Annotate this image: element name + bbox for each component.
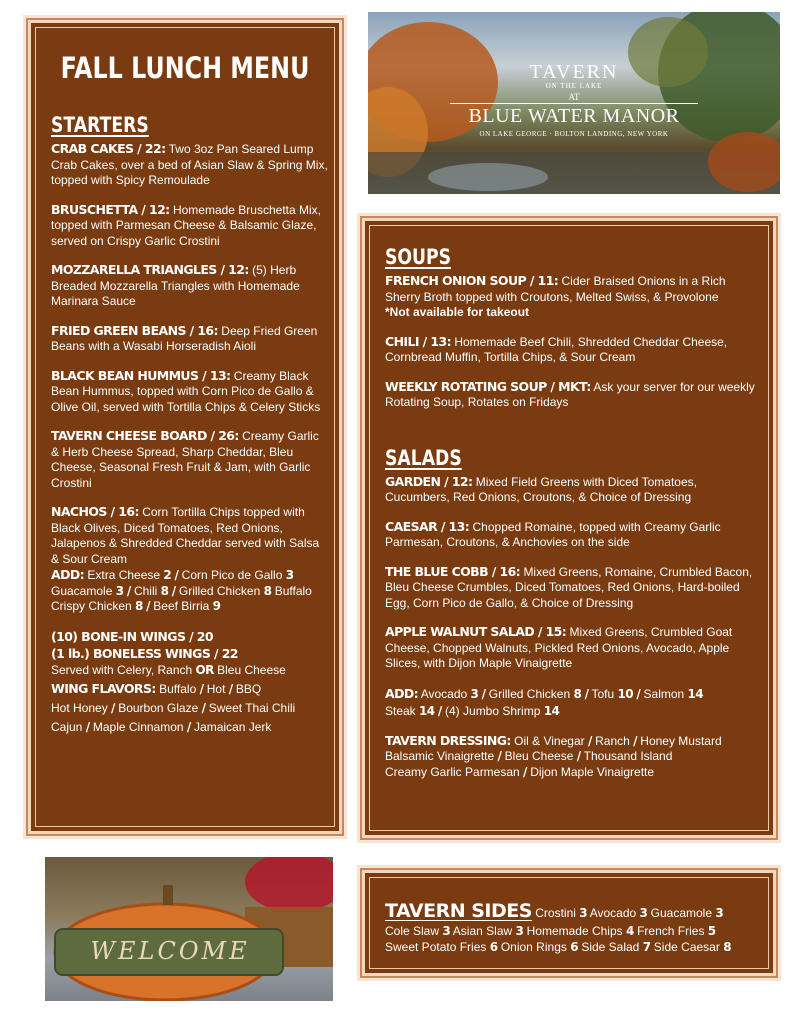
addon: Buffalo Crispy Chicken 8 / <box>51 583 312 613</box>
starter-item <box>51 262 329 310</box>
wings-item <box>51 628 329 737</box>
addon: Guacamole 3 / <box>51 583 131 598</box>
starter-desc: Deep Fried Green Beans with a Wasabi Horseradish Aioli <box>51 323 318 353</box>
starter-item <box>51 141 329 189</box>
hero-logo <box>450 62 698 140</box>
wing-flavors: WING FLAVORS: Buffalo / Hot / BBQ Hot Honey / Bourbon Glaze / Sweet Thai Chili Cajun / Maple Cinnamon / Jamaican Jerk <box>51 680 296 734</box>
starter-desc: Creamy Black Bean Hummus, topped with Corn Pico de Gallo & Olive Oil, served with Tortilla Chips & Celery Sticks <box>51 368 321 414</box>
soup-item <box>385 273 761 321</box>
starter-desc: (5) Herb Breaded Mozzarella Triangles with Homemade Marinara Sauce <box>51 263 300 308</box>
soup-item <box>385 334 761 366</box>
tavern-dressing: TAVERN DRESSING: Oil & Vinegar / Ranch / Honey Mustard Balsamic Vinaigrette / Bleu Cheese / Thousand Island Creamy Garlic Parmesan / Dijon Maple Vinaigrette <box>385 732 722 779</box>
salad-desc: Mixed Greens, Crumbled Goat Cheese, Chopped Walnuts, Pickled Red Onions, Avocado, Apple Slices, with Dijon Maple Vinaigrette <box>385 625 733 670</box>
soups-heading: SOUPS <box>385 245 452 269</box>
starter-desc: Corn Tortilla Chips topped with Black Olives, Diced Tomatoes, Red Onions, Jalapenos & Shredded Cheddar served with Salsa & Sour Cream <box>51 505 320 566</box>
welcome-image <box>45 857 333 1001</box>
hero-title: TAVERN <box>529 61 619 83</box>
sides-panel <box>362 870 776 976</box>
salad-desc: Chopped Romaine, topped with Creamy Garlic Parmesan, Croutons, & Anchovies on the side <box>385 519 721 549</box>
hero-location: ON LAKE GEORGE · BOLTON LANDING, NEW YORK <box>479 130 669 138</box>
soup-desc: Cider Braised Onions in a Rich Sherry Broth topped with Croutons, Melted Swiss, & Provolone <box>385 274 726 304</box>
salad-name: GARDEN / 12: <box>385 473 473 489</box>
soups-salads-panel <box>362 218 776 838</box>
starter-item <box>51 368 329 416</box>
side-item: Guacamole 3 <box>650 906 724 920</box>
starters-section <box>51 113 329 750</box>
menu-title <box>31 51 339 85</box>
side-item: Side Salad 7 <box>581 940 651 954</box>
soup-desc: Homemade Beef Chili, Shredded Cheddar Cheese, Cornbread Muffin, Tortilla Chips, & Sour Cream <box>385 334 728 364</box>
starter-desc: Homemade Bruschetta Mix, topped with Parmesan Cheese & Balsamic Glaze, served on Crispy Garlic Crostini <box>51 202 321 248</box>
soup-item <box>385 379 761 411</box>
wings-served: Served with Celery, Ranch OR Bleu Cheese <box>51 662 286 677</box>
starter-name: CRAB CAKES / 22: <box>51 141 166 156</box>
salads-heading: SALADS <box>385 445 462 470</box>
salad-name: APPLE WALNUT SALAD / 15: <box>385 624 567 639</box>
addon: Corn Pico de Gallo 3 <box>181 568 294 582</box>
salad-item <box>385 564 761 612</box>
starter-name: BRUSCHETTA / 12: <box>51 201 170 217</box>
addon: Grilled Chicken 8 <box>178 583 272 598</box>
soup-name: WEEKLY ROTATING SOUP / MKT: <box>385 378 591 394</box>
starter-desc: Two 3oz Pan Seared Lump Crab Cakes, over a bed of Asian Slaw & Spring Mix, topped with Spicy Remoulade <box>51 142 328 187</box>
soups-section <box>385 245 761 793</box>
starters-panel <box>28 20 342 834</box>
starter-name: NACHOS / 16: <box>51 504 139 519</box>
salad-item <box>385 474 761 506</box>
starter-name: BLACK BEAN HUMMUS / 13: <box>51 367 231 383</box>
soup-name: FRENCH ONION SOUP / 11: <box>385 273 559 288</box>
starter-name: TAVERN CHEESE BOARD / 26: <box>51 428 239 443</box>
hero-name: BLUE WATER MANOR <box>450 103 698 128</box>
salad-name: CAESAR / 13: <box>385 518 470 534</box>
starter-name: FRIED GREEN BEANS / 16: <box>51 322 218 338</box>
welcome-text: WELCOME <box>90 937 250 965</box>
salad-item <box>385 519 761 551</box>
sides-heading: TAVERN SIDES <box>385 900 532 922</box>
salad-item <box>385 624 761 672</box>
side-item: Cole Slaw 3 <box>385 924 451 938</box>
nachos-add-label: ADD: <box>51 567 85 582</box>
side-item: Side Caesar 8 <box>653 940 731 954</box>
side-item: Crostini 3 <box>535 906 588 920</box>
starter-desc: Creamy Garlic & Herb Cheese Spread, Sharp Cheddar, Bleu Cheese, Seasonal Fresh Fruit & Jam, with Garlic Crostini <box>51 429 319 490</box>
side-item: Avocado 3 <box>589 906 648 920</box>
salad-desc: Mixed Greens, Romaine, Crumbled Bacon, Bleu Cheese Crumbles, Diced Tomatoes, Red Onions, Hard-boiled Egg, Corn Pico de Gallo, & Choice of Dressing <box>385 564 753 610</box>
bone-in-wings: (10) BONE-IN WINGS / 20 <box>51 628 214 644</box>
starter-item <box>51 504 329 615</box>
side-item: Asian Slaw 3 <box>452 924 524 938</box>
hero-image <box>368 12 780 194</box>
starters-heading: STARTERS <box>51 113 149 137</box>
addon: Chili 8 / <box>133 583 176 598</box>
starter-item <box>51 202 329 250</box>
side-item: Homemade Chips 4 <box>526 924 634 938</box>
addon: Extra Cheese 2 / <box>87 568 179 582</box>
hero-at: AT <box>568 92 580 102</box>
boneless-wings: (1 lb.) BONELESS WINGS / 22 <box>51 645 238 661</box>
salad-add: ADD: Avocado 3 / Grilled Chicken 8 / Tofu 10 / Salmon 14 Steak 14 / (4) Jumbo Shrimp 14 <box>385 685 704 718</box>
side-item: Onion Rings 6 <box>500 940 578 954</box>
hero-subtitle: ON THE LAKE <box>545 82 603 90</box>
starter-item <box>51 428 329 491</box>
side-item: Sweet Potato Fries 6 <box>385 940 498 954</box>
addon: Beef Birria 9 <box>153 599 221 613</box>
side-item: French Fries 5 <box>637 924 716 938</box>
salad-desc: Mixed Field Greens with Diced Tomatoes, Cucumbers, Red Onions, Croutons, & Choice of Dressing <box>385 474 697 504</box>
menu-title-text: FALL LUNCH MENU <box>60 51 310 85</box>
starter-name: MOZZARELLA TRIANGLES / 12: <box>51 262 249 277</box>
sides-content <box>385 899 763 955</box>
soup-name: CHILI / 13: <box>385 333 451 349</box>
soup-note: *Not available for takeout <box>385 305 530 319</box>
salad-name: THE BLUE COBB / 16: <box>385 563 521 579</box>
pumpkin-sign-art <box>45 857 333 1001</box>
soup-desc: Ask your server for our weekly Rotating Soup, Rotates on Fridays <box>385 379 755 409</box>
starter-item <box>51 323 329 355</box>
